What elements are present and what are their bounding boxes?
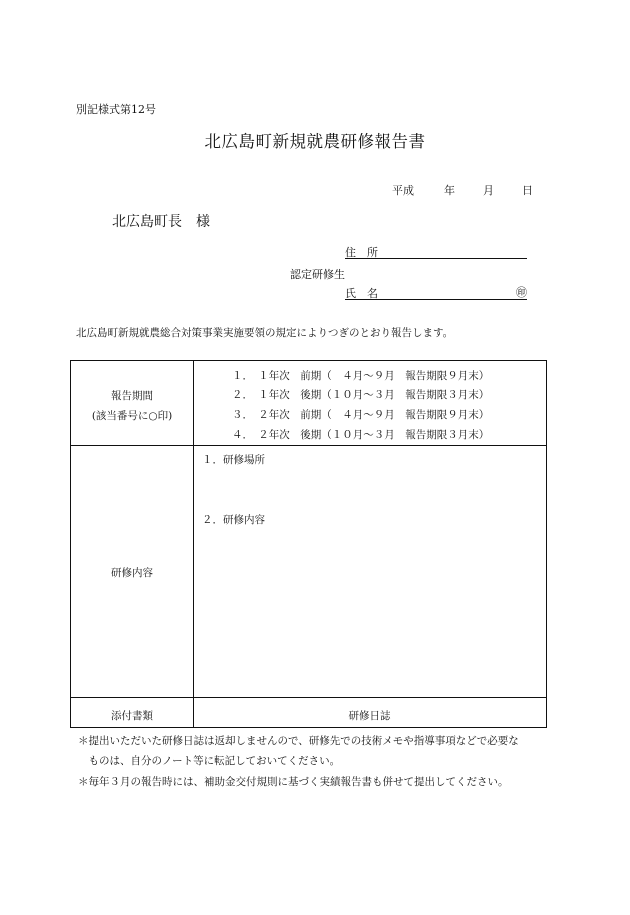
seal-mark: ㊞ — [516, 286, 527, 299]
period-option-3[interactable]: ３． ２年次 前期（ ４月～９月 報告期限９月末） — [232, 409, 490, 421]
date-month: 月 — [483, 184, 494, 197]
row-divider-period — [71, 445, 546, 446]
date-year: 年 — [444, 184, 455, 197]
address-field[interactable] — [345, 244, 527, 259]
row-divider-attachment — [71, 697, 546, 698]
period-option-1[interactable]: １． １年次 前期（ ４月～９月 報告期限９月末） — [232, 370, 490, 382]
form-number: 別記様式第12号 — [76, 103, 156, 116]
report-table — [70, 360, 547, 728]
intro-text: 北広島町新規就農総合対策事業実施要領の規定によりつぎのとおり報告します。 — [76, 327, 454, 339]
document-title: 北広島町新規就農研修報告書 — [204, 132, 426, 151]
period-option-4[interactable]: ４． ２年次 後期（１０月～３月 報告期限３月末） — [232, 429, 490, 441]
attachment-value: 研修日誌 — [348, 710, 391, 722]
period-option-2[interactable]: ２． １年次 後期（１０月～３月 報告期限３月末） — [232, 389, 490, 401]
training-content-item[interactable]: ２．研修内容 — [202, 514, 265, 526]
column-divider — [193, 361, 194, 727]
certified-trainee-label: 認定研修生 — [290, 268, 345, 281]
period-label: 報告期間 — [111, 390, 153, 402]
date-day: 日 — [522, 184, 533, 197]
name-field[interactable] — [345, 285, 527, 300]
note-line-1: ＊提出いただいた研修日誌は返却しませんので、研修先での技術メモや指導事項などで必要な — [78, 735, 519, 747]
date-era: 平成 — [392, 184, 414, 197]
period-note: (該当番号に○印) — [91, 410, 173, 422]
training-location-item[interactable]: １．研修場所 — [202, 454, 265, 466]
attachment-label: 添付書類 — [111, 710, 153, 722]
name-label: 氏 名 — [345, 287, 378, 300]
content-label: 研修内容 — [111, 567, 153, 579]
date-line — [392, 182, 533, 198]
note-line-2: ものは、自分のノート等に転記しておいてください。 — [78, 755, 341, 767]
note-line-3: ＊毎年３月の報告時には、補助金交付規則に基づく実績報告書も併せて提出してください。 — [78, 776, 509, 788]
address-label: 住 所 — [345, 246, 378, 259]
addressee: 北広島町長 様 — [112, 214, 210, 230]
